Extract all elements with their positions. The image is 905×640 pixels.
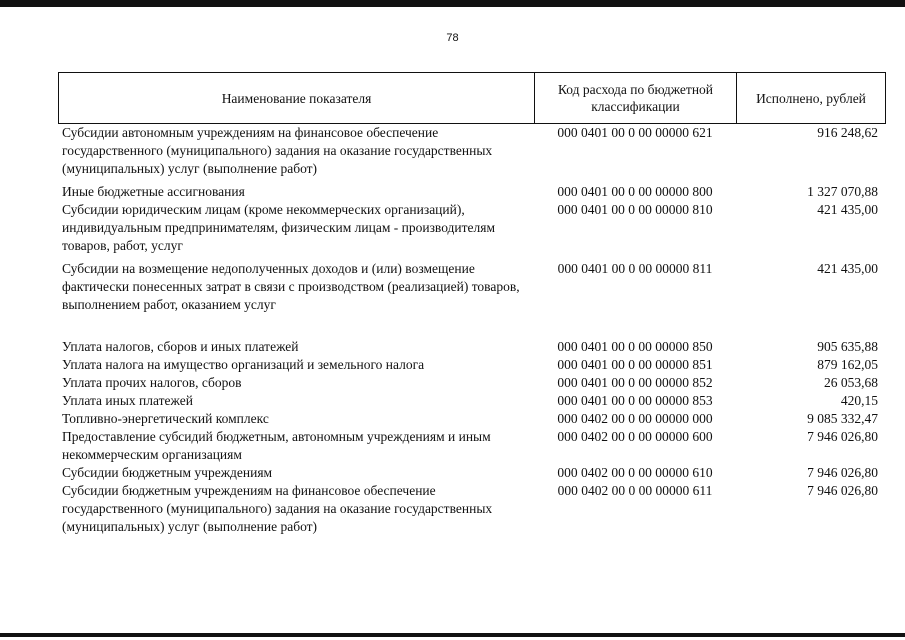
row-code: 000 0401 00 0 00 00000 800 xyxy=(557,184,713,199)
row-name: Уплата иных платежей xyxy=(62,393,193,408)
table-body xyxy=(58,124,886,536)
row-executed: 1 327 070,88 xyxy=(807,184,878,199)
row-code: 000 0401 00 0 00 00000 811 xyxy=(557,261,713,276)
header-name-column: Наименование показателя xyxy=(59,73,535,123)
row-executed: 879 162,05 xyxy=(817,357,878,372)
table-row xyxy=(58,374,886,392)
row-executed: 26 053,68 xyxy=(824,375,878,390)
row-executed: 7 946 026,80 xyxy=(807,483,878,498)
row-code: 000 0402 00 0 00 00000 000 xyxy=(557,411,713,426)
header-code-column: Код расхода по бюджетной классификации xyxy=(535,73,737,123)
row-name: Предоставление субсидий бюджетным, автономным учреждениям и иным некоммерческим организациям xyxy=(62,429,491,462)
row-code: 000 0401 00 0 00 00000 852 xyxy=(557,375,713,390)
table-row xyxy=(58,338,886,356)
header-executed-column: Исполнено, рублей xyxy=(756,90,866,106)
table-row xyxy=(58,201,886,255)
table-header xyxy=(58,72,886,124)
table-row xyxy=(58,410,886,428)
row-code: 000 0401 00 0 00 00000 850 xyxy=(557,339,713,354)
row-code: 000 0401 00 0 00 00000 851 xyxy=(557,357,713,372)
row-executed: 7 946 026,80 xyxy=(807,465,878,480)
row-executed: 9 085 332,47 xyxy=(807,411,878,426)
table-row xyxy=(58,464,886,482)
table-row xyxy=(58,124,886,178)
row-name: Топливно-энергетический комплекс xyxy=(62,411,269,426)
row-executed: 420,15 xyxy=(840,393,878,408)
row-name: Уплата прочих налогов, сборов xyxy=(62,375,242,390)
row-name: Уплата налогов, сборов и иных платежей xyxy=(62,339,299,354)
row-name: Субсидии на возмещение недополученных доходов и (или) возмещение фактически понесенных затрат в связи с производством (реализацией) товаров, выполнением работ, оказанием услуг xyxy=(62,261,520,312)
table-row xyxy=(58,260,886,314)
row-name: Субсидии бюджетным учреждениям xyxy=(62,465,273,480)
page-number: 78 xyxy=(446,32,459,44)
row-name: Субсидии бюджетным учреждениям на финансовое обеспечение государственного (муниципального) задания на оказание государственных (муниципальных) услуг (выполнение работ) xyxy=(62,483,493,534)
row-code: 000 0401 00 0 00 00000 810 xyxy=(557,202,713,217)
bottom-border-rule xyxy=(0,633,905,637)
top-border-rule xyxy=(0,0,905,7)
row-executed: 421 435,00 xyxy=(817,261,878,276)
row-code: 000 0401 00 0 00 00000 853 xyxy=(557,393,713,408)
row-name: Иные бюджетные ассигнования xyxy=(62,184,245,199)
row-executed: 916 248,62 xyxy=(817,125,878,140)
table-row xyxy=(58,356,886,374)
row-executed: 905 635,88 xyxy=(817,339,878,354)
table-row xyxy=(58,482,886,536)
row-code: 000 0402 00 0 00 00000 611 xyxy=(557,483,713,498)
row-name: Субсидии автономным учреждениям на финансовое обеспечение государственного (муниципального) задания на оказание государственных (муниципальных) услуг (выполнение работ) xyxy=(62,125,493,176)
table-row xyxy=(58,183,886,201)
row-code: 000 0402 00 0 00 00000 610 xyxy=(557,465,713,480)
row-name: Уплата налога на имущество организаций и земельного налога xyxy=(62,357,425,372)
table-row xyxy=(58,428,886,464)
row-name: Субсидии юридическим лицам (кроме некоммерческих организаций), индивидуальным предпринимателям, физическим лицам - производителям товаров, работ, услуг xyxy=(62,202,496,253)
row-executed: 421 435,00 xyxy=(817,202,878,217)
table-row xyxy=(58,392,886,410)
row-code: 000 0401 00 0 00 00000 621 xyxy=(557,125,713,140)
row-code: 000 0402 00 0 00 00000 600 xyxy=(557,429,713,444)
row-executed: 7 946 026,80 xyxy=(807,429,878,444)
